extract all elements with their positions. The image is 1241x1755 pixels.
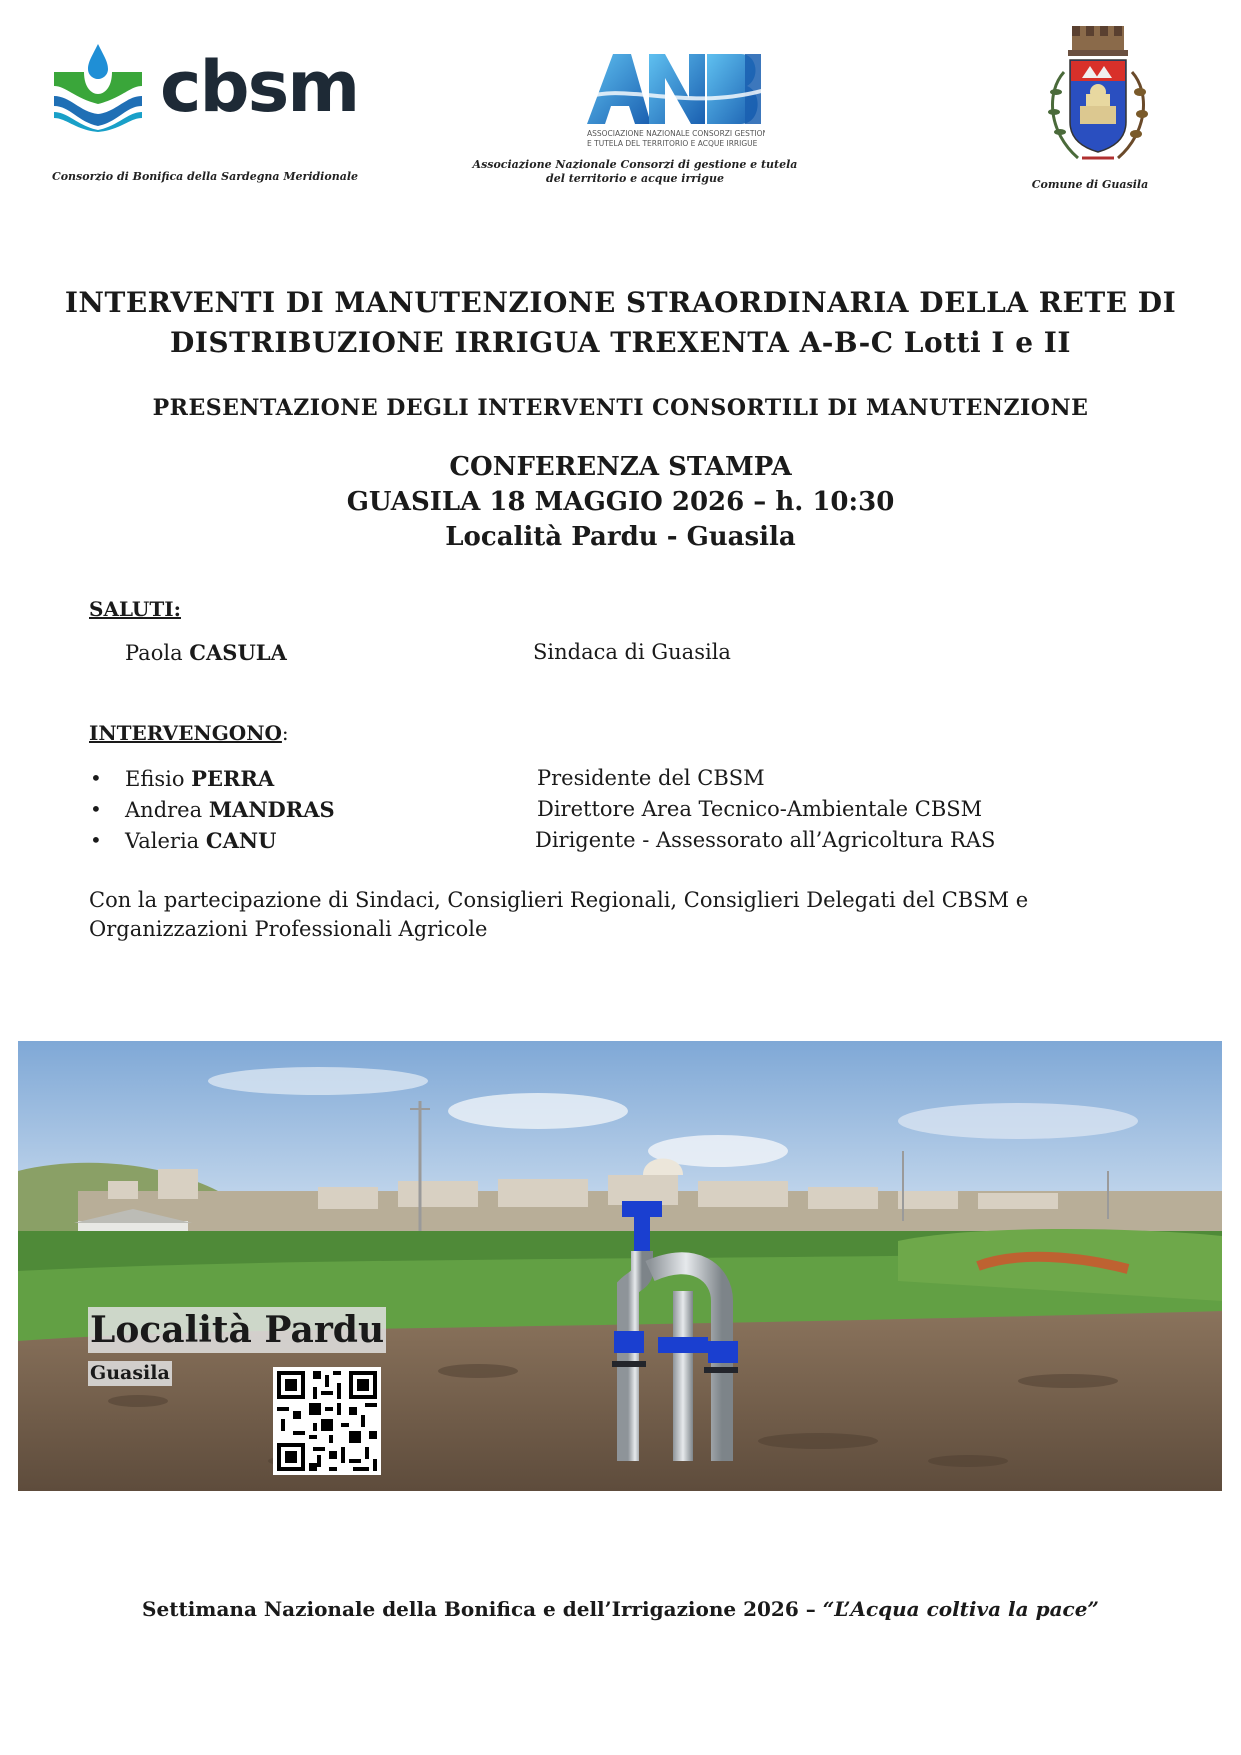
landscape-illustration [18,1041,1222,1491]
cbsm-caption: Consorzio di Bonifica della Sardegna Meridionale [51,170,359,183]
cbsm-logo-block [50,42,390,184]
bullet-2: • [90,797,102,821]
intervengono-heading [89,721,289,745]
anbi-caption-2: del territorio e acque irrigue [546,172,724,185]
bullet-1: • [90,766,102,790]
saluti-speaker-name [125,640,287,665]
guasila-coat-of-arms-icon [1038,22,1158,170]
conference-line-1: CONFERENZA STAMPA [449,452,792,482]
speaker-2-last: MANDRAS [208,797,335,822]
speaker-2-role: Direttore Area Tecnico-Ambientale CBSM [537,797,983,821]
speaker-1-first: Efisio [125,767,185,791]
speaker-first-name: Paola [125,641,183,665]
anbi-logo-icon [585,52,765,150]
speaker-2-name [125,797,335,822]
photo-location-label: Località Pardu [90,1309,385,1351]
bullet-3: • [90,828,102,852]
footer-text: Settimana Nazionale della Bonifica e dell’Irrigazione 2026 – [142,1597,823,1621]
main-title-line-2: DISTRIBUZIONE IRRIGUA TREXENTA A-B-C Lotti I e II [170,326,1071,359]
cbsm-wordmark: cbsm [160,46,359,128]
saluti-heading: SALUTI: [89,597,181,621]
speaker-1-name [125,766,274,791]
conference-line-2: GUASILA 18 MAGGIO 2026 – h. 10:30 [346,487,895,517]
speaker-3-last: CANU [205,828,277,853]
participation-note [89,886,1089,944]
speaker-1-role: Presidente del CBSM [537,766,765,790]
speaker-last-name: CASULA [189,640,287,665]
footer-slogan [0,1597,1241,1621]
guasila-logo-block [1015,22,1165,192]
speaker-3-role: Dirigente - Assessorato all’Agricoltura RAS [535,828,996,852]
conference-line-3: Località Pardu - Guasila [445,522,796,552]
qr-code-icon [273,1367,381,1475]
conference-info [0,450,1241,555]
qr-code[interactable] [273,1367,381,1475]
main-title [0,283,1241,363]
participation-line-1: Con la partecipazione di Sindaci, Consiglieri Regionali, Consiglieri Delegati del CBSM e [89,888,1029,912]
saluti-speaker-role: Sindaca di Guasila [533,640,731,664]
guasila-caption: Comune di Guasila [1031,178,1149,191]
speaker-3-name [125,828,276,853]
intervengono-heading-colon: : [281,721,289,745]
subtitle: PRESENTAZIONE DEGLI INTERVENTI CONSORTILI DI MANUTENZIONE [152,395,1089,421]
speaker-2-first: Andrea [125,798,203,822]
anbi-caption-1: Associazione Nazionale Consorzi di gestione e tutela [472,158,798,171]
photo-town-label: Guasila [90,1362,170,1384]
cbsm-logo-icon [50,42,146,132]
speaker-3-first: Valeria [125,829,200,853]
anbi-tagline-1: ASSOCIAZIONE NAZIONALE CONSORZI GESTIONE [587,129,765,138]
intervengono-heading-text: INTERVENGONO [89,721,282,745]
participation-line-2: Organizzazioni Professionali Agricole [89,917,488,941]
main-title-line-1: INTERVENTI DI MANUTENZIONE STRAORDINARIA DELLA RETE DI [64,286,1177,319]
speaker-1-last: PERRA [191,766,275,791]
location-photo [18,1041,1222,1491]
anbi-logo-block [465,52,805,186]
footer-quote: “L’Acqua coltiva la pace” [822,1597,1099,1621]
anbi-tagline-2: E TUTELA DEL TERRITORIO E ACQUE IRRIGUE [587,139,758,148]
